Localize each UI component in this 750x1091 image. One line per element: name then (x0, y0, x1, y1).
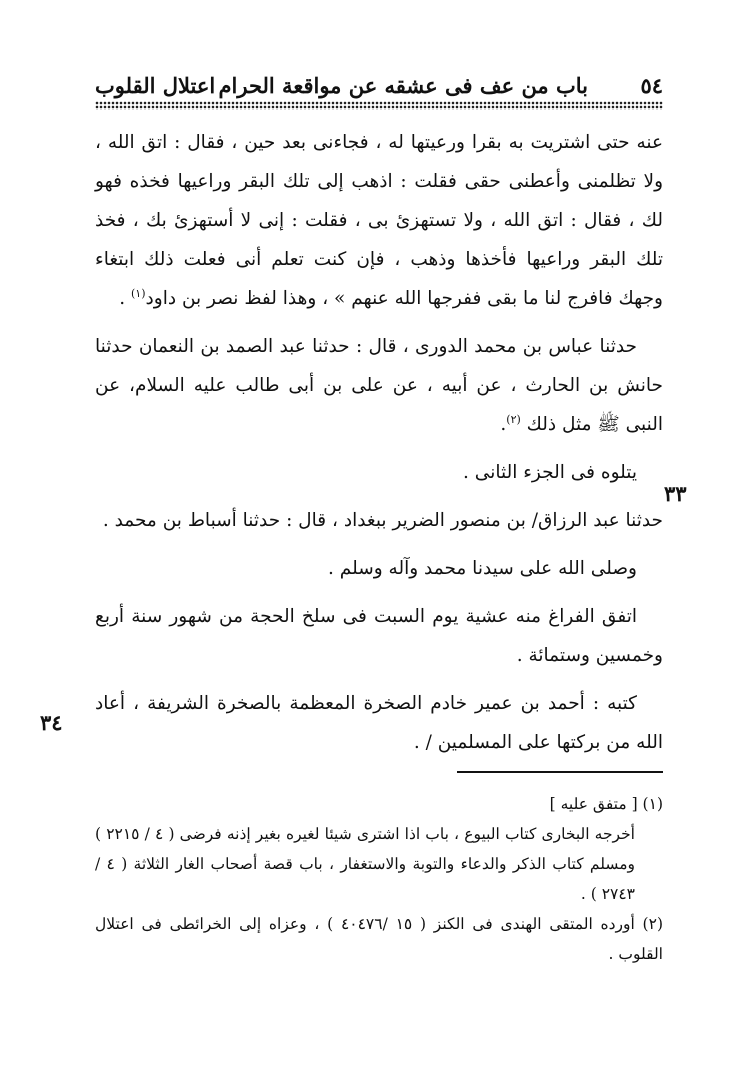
paragraph-1-end: . (119, 288, 131, 309)
paragraph-2 (95, 327, 663, 444)
paragraph-2-text: حدثنا عباس بن محمد الدورى ، قال : حدثنا عبد الصمد بن النعمان حدثنا حانش بن الحارث ، عن أبيه ، عن على بن أبى طالب عليه السلام، عن النبى ﷺ مثل ذلك (95, 336, 663, 435)
footnote-1-body: أخرجه البخارى كتاب البيوع ، باب اذا اشترى شيئا لغيره بغير إذنه فرضى ( ٤ / ٢٢١٥ ) ومسلم كتاب الذكر والدعاء والتوبة والاستغفار ، باب قصة أصحاب الغار الثلاثة ( ٤ / ٢٧٤٣ ) . (95, 825, 635, 903)
footnote-ref-2: (٢) (506, 412, 521, 426)
paragraph-6: اتفق الفراغ منه عشية يوم السبت فى سلخ الحجة من شهور سنة أربع وخمسين وستمائة . (95, 606, 663, 666)
paragraph-7: كتبه : أحمد بن عمير خادم الصخرة المعظمة بالصخرة الشريفة ، أعاد الله من بركتها على المسلمين / . (95, 693, 663, 753)
footnote-1-head: (١) [ متفق عليه ] (549, 795, 663, 813)
paragraph-3: يتلوه فى الجزء الثانى . (463, 462, 637, 483)
footnotes (95, 789, 663, 969)
chapter-title: باب من عف فى عشقه عن مواقعة الحرام (218, 73, 588, 98)
margin-number-34: ٣٤ (40, 710, 63, 735)
main-text (95, 123, 663, 762)
book-title: اعتلال القلوب (95, 73, 216, 98)
margin-number-33: ٣٣ (664, 481, 687, 506)
footnote-separator (457, 771, 663, 773)
header-dotted-rule (95, 101, 663, 110)
paragraph-2-end: . (500, 414, 507, 435)
paragraph-4: حدثنا عبد الرزاق/ بن منصور الضرير ببغداد ، قال : حدثنا أسباط بن محمد . (102, 510, 663, 531)
paragraph-5: وصلى الله على سيدنا محمد وآله وسلم . (328, 558, 637, 579)
page-number: ٥٤ (640, 73, 663, 98)
paragraph-1 (95, 123, 663, 318)
footnote-2: (٢) أورده المتقى الهندى فى الكنز ( ١٥ /٤٠٤٧٦ ) ، وعزاه إلى الخرائطى فى اعتلال القلوب . (95, 915, 663, 963)
footnote-ref-1: (١) (131, 286, 146, 300)
page-header (95, 72, 663, 100)
paragraph-1-text: عنه حتى اشتريت به بقرا ورعيتها له ، فجاءنى بعد حين ، فقال : اتق الله ، ولا تظلمنى وأعطنى حقى فقلت : اذهب إلى تلك البقر وراعيها فخذه فهو لك ، فقال : اتق الله ، ولا تستهزئ بى ، فقلت : إنى لا أستهزئ بك ، فخذ تلك البقر وراعيها فأخذها وذهب ، فإن كنت تعلم أنى فعلت ذلك ابتغاء وجهك فافرج لنا ما بقى ففرجها الله عنهم » ، وهذا لفظ نصر بن داود (95, 132, 663, 309)
